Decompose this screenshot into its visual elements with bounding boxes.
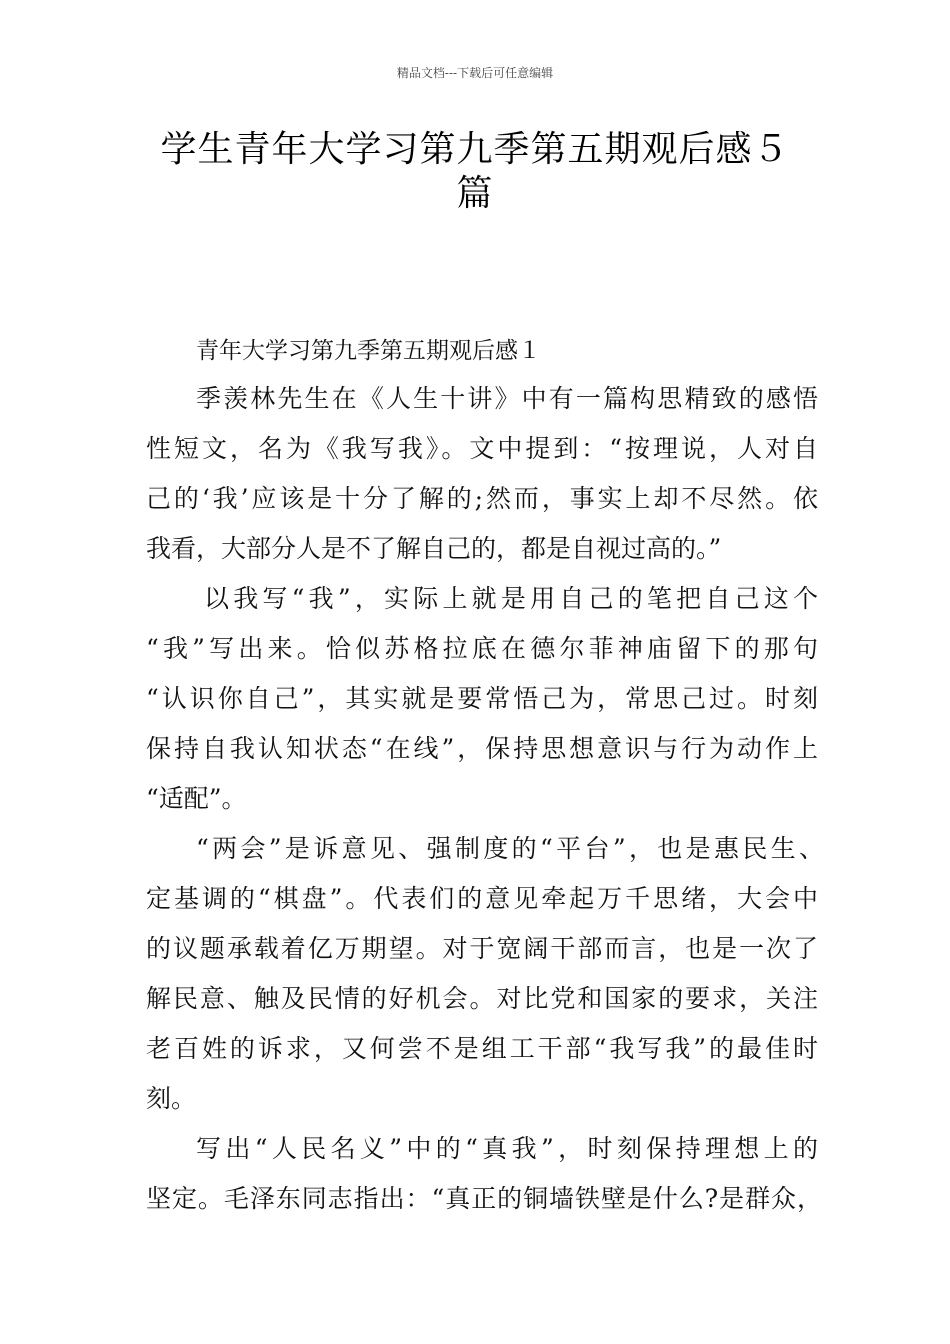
paragraph-2-line-1: 以我写“我”，实际上就是用自己的笔把自己这个 <box>204 584 818 613</box>
page-header-note: 精品文档---下载后可任意编辑 <box>396 66 554 80</box>
paragraph-1-line-4: 我看，大部分人是不了解自己的，都是自视过高的。” <box>146 534 722 563</box>
paragraph-1-line-2: 性短文，名为《我写我》。文中提到：“按理说，人对自 <box>146 434 818 463</box>
paragraph-3-line-5: 老百姓的诉求，又何尝不是组工干部“我写我”的最佳时 <box>146 1034 818 1063</box>
paragraph-1-line-1: 季羡林先生在《人生十讲》中有一篇构思精致的感悟 <box>196 384 818 413</box>
paragraph-1-line-3: 己的‘我’应该是十分了解的;然而，事实上却不尽然。依 <box>146 484 818 513</box>
paragraph-3-line-4: 解民意、触及民情的好机会。对比党和国家的要求，关注 <box>146 984 818 1013</box>
section-heading-1: 青年大学习第九季第五期观后感１ <box>196 338 541 364</box>
paragraph-4-line-1: 写出“人民名义”中的“真我”，时刻保持理想上的 <box>196 1134 818 1163</box>
paragraph-2-line-4: 保持自我认知状态“在线”，保持思想意识与行为动作上 <box>146 734 818 763</box>
document-title-line-2: 篇 <box>456 173 494 214</box>
paragraph-4-line-2: 坚定。毛泽东同志指出：“真正的铜墙铁壁是什么?是群众， <box>146 1184 822 1213</box>
paragraph-3-line-2: 定基调的“棋盘”。代表们的意见牵起万千思绪，大会中 <box>146 884 818 913</box>
paragraph-3-line-3: 的议题承载着亿万期望。对于宽阔干部而言，也是一次了 <box>146 934 818 963</box>
paragraph-2-line-5: “适配”。 <box>146 784 247 813</box>
paragraph-2-line-2: “我”写出来。恰似苏格拉底在德尔菲神庙留下的那句 <box>146 634 818 663</box>
paragraph-2-line-3: “认识你自己”，其实就是要常悟己为，常思己过。时刻 <box>146 684 818 713</box>
paragraph-3-line-6: 刻。 <box>146 1084 197 1113</box>
document-title-line-1: 学生青年大学习第九季第五期观后感５ <box>160 129 790 170</box>
paragraph-3-line-1: “两会”是诉意见、强制度的“平台”，也是惠民生、 <box>196 834 824 863</box>
